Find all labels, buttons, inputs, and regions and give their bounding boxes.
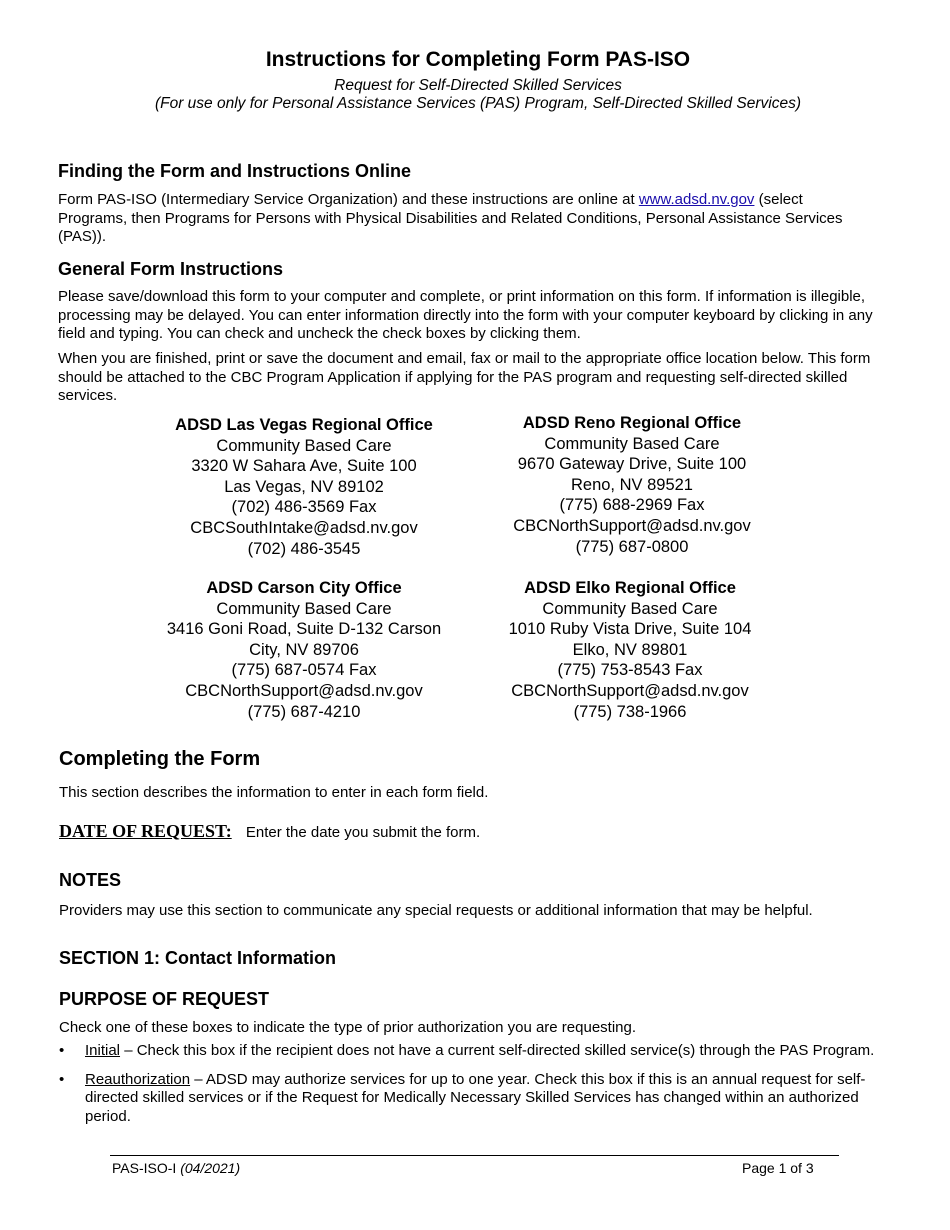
completing-form-intro: This section describes the information to enter in each form field. <box>59 784 489 801</box>
office-email: CBCSouthIntake@adsd.nv.gov <box>190 518 418 537</box>
office-name: ADSD Carson City Office <box>206 579 402 597</box>
office-line: 3416 Goni Road, Suite D-132 Carson <box>166 620 442 639</box>
office-line: 9670 Gateway Drive, Suite 100 <box>517 455 747 474</box>
completing-form-heading: Completing the Form <box>59 748 261 770</box>
office-line: (775) 687-4210 <box>247 702 361 721</box>
office-line: Community Based Care <box>542 599 718 618</box>
office-name: ADSD Las Vegas Regional Office <box>175 416 433 434</box>
office-line: (775) 687-0574 Fax <box>231 661 377 680</box>
footer-form-id <box>112 1160 240 1176</box>
notes-heading: NOTES <box>59 870 122 890</box>
office-line: (775) 753-8543 Fax <box>557 661 703 680</box>
office-line: (775) 738-1966 <box>573 702 687 721</box>
office-line: (775) 688-2969 Fax <box>559 496 705 515</box>
office-line: (775) 687-0800 <box>575 537 689 556</box>
footer-divider <box>110 1155 839 1156</box>
notes-text: Providers may use this section to communicate any special requests or additional information that may be helpful. <box>59 902 813 919</box>
finding-text-before: Form PAS-ISO (Intermediary Service Organization) and these instructions are online at <box>58 191 639 208</box>
page-subtitle: Request for Self-Directed Skilled Services <box>334 77 622 94</box>
page-title: Instructions for Completing Form PAS-ISO <box>265 48 691 71</box>
date-of-request-row <box>59 821 480 842</box>
purpose-heading: PURPOSE OF REQUEST <box>59 989 270 1009</box>
office-line: Las Vegas, NV 89102 <box>224 477 384 496</box>
office-name: ADSD Reno Regional Office <box>522 414 742 432</box>
finding-text-after: (select Programs, then Programs for Persons with Physical Disabilities and Related Conditions, Personal Assistance Services (PAS)). <box>58 191 843 245</box>
purpose-description: – Check this box if the recipient does not have a current self-directed skilled service(s) through the PAS Program. <box>120 1042 875 1059</box>
office-email: CBCNorthSupport@adsd.nv.gov <box>513 516 751 535</box>
date-of-request-label: DATE OF REQUEST: <box>59 821 232 841</box>
purpose-term: Reauthorization <box>85 1070 191 1088</box>
purpose-item-reauthorization <box>59 1071 879 1127</box>
purpose-list <box>59 1042 879 1136</box>
section-1-heading: SECTION 1: Contact Information <box>59 948 337 968</box>
office-line: Elko, NV 89801 <box>572 640 688 659</box>
adsd-website-link[interactable]: www.adsd.nv.gov <box>638 191 755 208</box>
purpose-item-initial <box>59 1042 879 1061</box>
office-elko <box>470 578 790 722</box>
office-line: Community Based Care <box>544 434 720 453</box>
office-line: (702) 486-3545 <box>247 539 361 558</box>
office-line: Community Based Care <box>216 599 392 618</box>
form-id: PAS-ISO-I <box>112 1160 177 1176</box>
office-line: Reno, NV 89521 <box>570 475 693 494</box>
purpose-term: Initial <box>85 1042 121 1059</box>
office-email: CBCNorthSupport@adsd.nv.gov <box>185 681 423 700</box>
office-email: CBCNorthSupport@adsd.nv.gov <box>511 681 749 700</box>
finding-form-heading: Finding the Form and Instructions Online <box>58 161 411 181</box>
office-name: ADSD Elko Regional Office <box>524 579 736 597</box>
office-reno <box>472 413 792 557</box>
office-line: (702) 486-3569 Fax <box>231 498 377 517</box>
purpose-description: – ADSD may authorize services for up to one year. Check this box if this is an annual request for self-directed skilled services or if the Request for Medically Necessary Skilled Services has changed within an authorized period. <box>85 1070 866 1125</box>
footer-page-number: Page 1 of 3 <box>742 1160 814 1176</box>
office-line: 3320 W Sahara Ave, Suite 100 <box>191 457 417 476</box>
form-revision-date: (04/2021) <box>180 1160 241 1176</box>
general-instructions-para-1: Please save/download this form to your computer and complete, or print information on this form. If information is illegible, processing may be delayed. You can enter information directly into the form with your computer keyboard by clicking in any field and typing. You can check and uncheck the check boxes by clicking them. <box>58 288 873 342</box>
office-carson-city <box>134 578 474 722</box>
page-subtitle-scope: (For use only for Personal Assistance Services (PAS) Program, Self-Directed Skilled Services) <box>154 95 802 112</box>
finding-form-text <box>58 191 873 247</box>
office-line: City, NV 89706 <box>249 640 359 659</box>
office-line: 1010 Ruby Vista Drive, Suite 104 <box>508 620 752 639</box>
general-instructions-heading: General Form Instructions <box>58 259 284 279</box>
office-las-vegas <box>134 415 474 559</box>
purpose-intro: Check one of these boxes to indicate the type of prior authorization you are requesting. <box>59 1019 637 1036</box>
office-line: Community Based Care <box>216 436 392 455</box>
general-instructions-para-2: When you are finished, print or save the document and email, fax or mail to the appropriate office location below. This form should be attached to the CBC Program Application if applying for the PAS program and requesting self-directed skilled services. <box>58 350 871 404</box>
date-of-request-text: Enter the date you submit the form. <box>245 824 481 841</box>
